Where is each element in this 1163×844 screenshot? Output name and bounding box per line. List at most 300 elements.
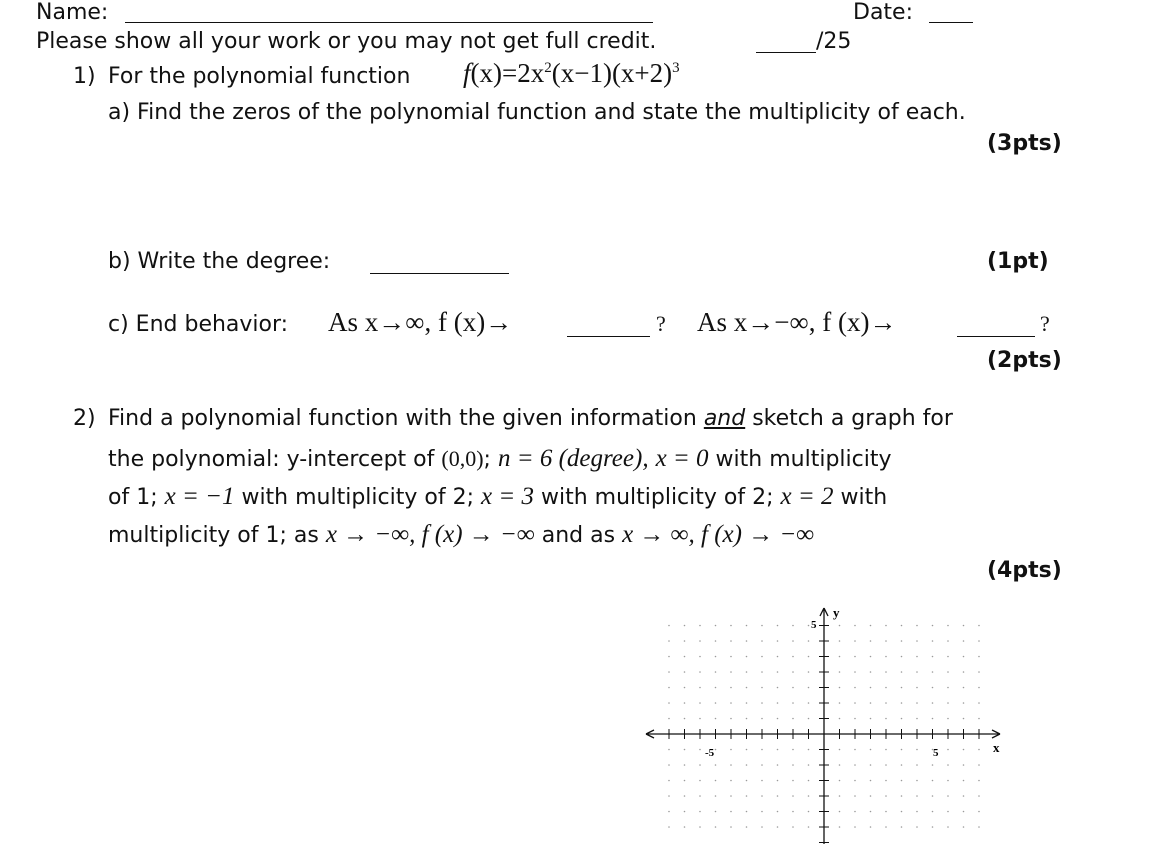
grid-dot <box>963 687 965 689</box>
grid-dot <box>963 656 965 658</box>
q1c-points: (2pts) <box>987 348 1062 373</box>
grid-dot <box>684 687 686 689</box>
y-axis-label: y <box>833 605 840 620</box>
q2-line2-n: n = 6 (degree), <box>497 445 649 472</box>
grid-dot <box>808 687 810 689</box>
grid-dot <box>777 811 779 813</box>
grid-dot <box>715 795 717 797</box>
grid-dot <box>963 764 965 766</box>
grid-dot <box>761 795 763 797</box>
grid-dot <box>668 656 670 658</box>
grid-dot <box>792 656 794 658</box>
q2-line3-pre: of 1; <box>108 485 158 510</box>
grid-dot <box>699 826 701 828</box>
grid-dot <box>746 656 748 658</box>
q2-line2-x0: x = 0 <box>655 445 709 472</box>
grid-dot <box>870 826 872 828</box>
degree-field[interactable] <box>370 271 509 274</box>
q2-line2-sep: ; <box>483 447 491 472</box>
grid-dot <box>885 780 887 782</box>
grid-dot <box>901 671 903 673</box>
grid-dot <box>839 640 841 642</box>
q1-function-f: f <box>463 58 471 88</box>
grid-dot <box>932 780 934 782</box>
grid-dot <box>947 764 949 766</box>
q1-prompt: For the polynomial function <box>108 64 411 89</box>
grid-dot <box>978 687 980 689</box>
grid-dot <box>761 656 763 658</box>
q1c-q1: ? <box>656 311 666 336</box>
q2-line2-point: (0,0) <box>441 446 484 471</box>
grid-dot <box>870 764 872 766</box>
x-axis-label: x <box>993 740 1000 755</box>
grid-dot <box>963 826 965 828</box>
grid-dot <box>777 687 779 689</box>
grid-dot <box>730 795 732 797</box>
grid-dot <box>839 811 841 813</box>
grid-dot <box>777 656 779 658</box>
grid-dot <box>684 780 686 782</box>
grid-dot <box>715 640 717 642</box>
grid-dot <box>808 640 810 642</box>
grid-dot <box>947 656 949 658</box>
grid-dot <box>730 780 732 782</box>
grid-dot <box>761 671 763 673</box>
grid-dot <box>870 811 872 813</box>
grid-dot <box>699 811 701 813</box>
grid-dot <box>916 718 918 720</box>
grid-dot <box>854 625 856 627</box>
grid-dot <box>792 764 794 766</box>
grid-dot <box>730 671 732 673</box>
grid-dot <box>916 780 918 782</box>
q2-line4-m2: x → ∞, f (x) → −∞ <box>622 521 815 548</box>
grid-dot <box>932 640 934 642</box>
grid-dot <box>932 811 934 813</box>
grid-dot <box>916 795 918 797</box>
grid-dot <box>963 625 965 627</box>
grid-dot <box>668 749 670 751</box>
grid-dot <box>792 795 794 797</box>
grid-dot <box>792 718 794 720</box>
grid-dot <box>947 687 949 689</box>
grid-dot <box>761 702 763 704</box>
grid-dot <box>699 749 701 751</box>
x-pos-tick-label: 5 <box>933 747 939 759</box>
grid-dot <box>885 811 887 813</box>
grid-dot <box>746 764 748 766</box>
grid-dot <box>870 702 872 704</box>
q2-line4-m1: x → −∞, f (x) → −∞ <box>325 521 535 548</box>
grid-dot <box>746 687 748 689</box>
grid-dot <box>854 826 856 828</box>
grid-dot <box>901 687 903 689</box>
grid-dot <box>839 656 841 658</box>
grid-dot <box>854 795 856 797</box>
grid-dot <box>792 671 794 673</box>
grid-dot <box>870 625 872 627</box>
grid-dot <box>730 687 732 689</box>
score-field[interactable] <box>756 50 816 53</box>
grid-dot <box>761 826 763 828</box>
q2-line2-post: with multiplicity <box>715 447 892 472</box>
grid-dot <box>761 764 763 766</box>
grid-dot <box>947 625 949 627</box>
grid-dot <box>668 687 670 689</box>
grid-dot <box>761 718 763 720</box>
grid-dot <box>885 625 887 627</box>
grid-dot <box>947 826 949 828</box>
grid-dot <box>746 718 748 720</box>
q1c-q2: ? <box>1040 311 1050 336</box>
grid-dot <box>761 749 763 751</box>
grid-dot <box>761 811 763 813</box>
grid-dot <box>808 702 810 704</box>
grid-dot <box>777 702 779 704</box>
grid-dot <box>854 687 856 689</box>
grid-dot <box>808 625 810 627</box>
q2-line3-x2: x = 2 <box>780 483 834 510</box>
grid-dot <box>916 826 918 828</box>
grid-dot <box>668 795 670 797</box>
grid-dot <box>730 640 732 642</box>
grid-dot <box>777 749 779 751</box>
q2-number: 2) <box>73 406 96 431</box>
grid-dot <box>761 780 763 782</box>
q2-line1-pre: Find a polynomial function with the given information <box>108 406 697 431</box>
grid-dot <box>978 640 980 642</box>
q2-line3-post: with <box>840 485 888 510</box>
grid-dot <box>699 780 701 782</box>
coordinate-grid[interactable] <box>640 598 1010 844</box>
q1b-text: b) Write the degree: <box>108 249 331 274</box>
x-neg-tick-label: -5 <box>705 747 715 759</box>
grid-dot <box>870 795 872 797</box>
grid-dot <box>854 702 856 704</box>
q2-line3 <box>108 484 887 509</box>
grid-dot <box>668 625 670 627</box>
grid-dot <box>932 702 934 704</box>
grid-dot <box>792 625 794 627</box>
grid-dot <box>699 764 701 766</box>
grid-dot <box>916 749 918 751</box>
q1c-label: c) End behavior: <box>108 312 289 337</box>
grid-dot <box>699 687 701 689</box>
grid-dot <box>963 811 965 813</box>
grid-dot <box>746 795 748 797</box>
q2-line1 <box>108 408 953 430</box>
q2-line1-and: and <box>703 406 746 431</box>
grid-dot <box>885 687 887 689</box>
grid-dot <box>808 749 810 751</box>
q2-points: (4pts) <box>987 558 1062 583</box>
grid-dot <box>839 764 841 766</box>
grid-dot <box>792 811 794 813</box>
grid-dot <box>885 671 887 673</box>
grid-dot <box>808 671 810 673</box>
grid-dot <box>715 671 717 673</box>
q1a-points: (3pts) <box>987 131 1062 156</box>
grid-dot <box>947 811 949 813</box>
grid-dot <box>684 795 686 797</box>
q2-line4 <box>108 522 814 547</box>
grid-dot <box>668 640 670 642</box>
grid-dot <box>777 795 779 797</box>
grid-dot <box>901 826 903 828</box>
grid-dot <box>746 811 748 813</box>
grid-dot <box>746 702 748 704</box>
grid-dot <box>746 671 748 673</box>
grid-dot <box>978 656 980 658</box>
grid-dot <box>715 826 717 828</box>
grid-dot <box>901 749 903 751</box>
name-field[interactable] <box>125 20 653 23</box>
grid-dot <box>808 826 810 828</box>
grid-dot <box>854 749 856 751</box>
grid-dot <box>978 764 980 766</box>
grid-dot <box>715 749 717 751</box>
grid-dot <box>854 811 856 813</box>
grid-dot <box>885 795 887 797</box>
grid-dot <box>885 826 887 828</box>
grid-dot <box>978 749 980 751</box>
grid-dot <box>870 656 872 658</box>
grid-dot <box>715 702 717 704</box>
grid-dot <box>885 764 887 766</box>
grid-dot <box>947 749 949 751</box>
grid-dot <box>792 640 794 642</box>
grid-dot <box>947 702 949 704</box>
grid-dot <box>684 826 686 828</box>
grid-dot <box>730 718 732 720</box>
q1a-text: a) Find the zeros of the polynomial function and state the multiplicity of each. <box>108 100 966 125</box>
q2-line3-x3: x = 3 <box>481 483 534 510</box>
grid-dot <box>854 764 856 766</box>
grid-dot <box>808 780 810 782</box>
grid-dot <box>668 780 670 782</box>
end-behavior-left-field[interactable] <box>957 334 1035 337</box>
grid-dot <box>932 718 934 720</box>
grid-dot <box>684 656 686 658</box>
grid-dot <box>839 795 841 797</box>
grid-dot <box>978 625 980 627</box>
grid-dot <box>715 656 717 658</box>
grid-dot <box>839 749 841 751</box>
grid-dot <box>885 656 887 658</box>
grid-dot <box>916 671 918 673</box>
grid-dot <box>947 795 949 797</box>
grid-dot <box>839 671 841 673</box>
grid-dot <box>699 640 701 642</box>
grid-dot <box>854 656 856 658</box>
grid-dot <box>916 625 918 627</box>
grid-dot <box>901 811 903 813</box>
grid-dot <box>839 826 841 828</box>
grid-dot <box>730 625 732 627</box>
grid-dot <box>916 702 918 704</box>
q2-line2 <box>108 446 891 471</box>
q1c-part1: As x→∞, f (x)→ <box>328 307 513 337</box>
grid-dot <box>792 749 794 751</box>
grid-dot <box>808 718 810 720</box>
grid-dot <box>699 702 701 704</box>
grid-dot <box>978 826 980 828</box>
q2-line3-mid2: with multiplicity of 2; <box>540 485 774 510</box>
grid-dot <box>839 625 841 627</box>
grid-dot <box>978 671 980 673</box>
grid-dot <box>746 625 748 627</box>
grid-dot <box>870 687 872 689</box>
grid-dot <box>792 826 794 828</box>
grid-dot <box>901 640 903 642</box>
grid-dot <box>761 687 763 689</box>
grid-dot <box>901 718 903 720</box>
grid-dot <box>963 780 965 782</box>
grid-dot <box>839 718 841 720</box>
q2-line3-xm1: x = −1 <box>164 483 235 510</box>
grid-dot <box>730 702 732 704</box>
grid-dot <box>761 625 763 627</box>
grid-dot <box>730 764 732 766</box>
grid-dot <box>777 780 779 782</box>
grid-dot <box>730 826 732 828</box>
grid-dot <box>792 780 794 782</box>
grid-dot <box>808 764 810 766</box>
grid-dot <box>854 640 856 642</box>
grid-dot <box>854 671 856 673</box>
instructions: Please show all your work or you may not get full credit. <box>36 29 657 54</box>
grid-dot <box>684 640 686 642</box>
q1b-points: (1pt) <box>987 249 1049 274</box>
grid-dot <box>684 718 686 720</box>
grid-dot <box>715 780 717 782</box>
q2-line4-pre: multiplicity of 1; as <box>108 523 319 548</box>
grid-dot <box>885 702 887 704</box>
grid-dot <box>932 826 934 828</box>
grid-dot <box>978 780 980 782</box>
y-tick-label: 5 <box>811 619 817 631</box>
grid-dot <box>699 718 701 720</box>
q2-line1-post: sketch a graph for <box>752 406 953 431</box>
grid-dot <box>885 718 887 720</box>
q1-function <box>463 60 680 87</box>
grid-dot <box>947 640 949 642</box>
grid-dot <box>932 656 934 658</box>
grid-dot <box>978 718 980 720</box>
grid-dot <box>777 640 779 642</box>
q1-function-part1: (x)=2x <box>470 58 545 88</box>
grid-dot <box>684 811 686 813</box>
grid-dot <box>668 718 670 720</box>
grid-dot <box>715 811 717 813</box>
grid-dot <box>932 687 934 689</box>
grid-dot <box>870 640 872 642</box>
grid-dot <box>668 671 670 673</box>
grid-dot <box>932 795 934 797</box>
grid-dot <box>870 780 872 782</box>
grid-dot <box>668 826 670 828</box>
grid-dot <box>916 811 918 813</box>
grid-dot <box>916 687 918 689</box>
q1-function-part2: (x−1)(x+2) <box>551 58 673 88</box>
grid-dot <box>792 702 794 704</box>
grid-dot <box>730 656 732 658</box>
q1-exp1: 2 <box>544 60 552 76</box>
grid-dot <box>932 764 934 766</box>
grid-dot <box>684 702 686 704</box>
grid-dot <box>699 795 701 797</box>
grid-dot <box>854 780 856 782</box>
grid-dot <box>901 780 903 782</box>
grid-dot <box>777 718 779 720</box>
grid-dot <box>963 718 965 720</box>
grid-dot <box>870 749 872 751</box>
grid-dot <box>715 718 717 720</box>
grid-dot <box>699 671 701 673</box>
grid-dot <box>777 764 779 766</box>
grid-dot <box>808 811 810 813</box>
grid-dot <box>730 749 732 751</box>
grid-dot <box>699 625 701 627</box>
q2-line4-and: and as <box>541 523 616 548</box>
grid-dot <box>684 671 686 673</box>
grid-dot <box>715 625 717 627</box>
q1-exp2: 3 <box>672 60 680 76</box>
grid-dot <box>715 764 717 766</box>
grid-dot <box>668 764 670 766</box>
grid-dot <box>715 687 717 689</box>
q2-line2-pre: the polynomial: y-intercept of <box>108 447 435 472</box>
grid-dot <box>885 749 887 751</box>
grid-dot <box>730 811 732 813</box>
grid-dot <box>854 718 856 720</box>
date-field[interactable] <box>929 20 973 23</box>
end-behavior-right-field[interactable] <box>567 334 650 337</box>
grid-dot <box>684 749 686 751</box>
grid-dot <box>792 687 794 689</box>
grid-dot <box>901 795 903 797</box>
grid-dot <box>808 656 810 658</box>
grid-dot <box>808 795 810 797</box>
grid-dot <box>901 764 903 766</box>
grid-dot <box>885 640 887 642</box>
date-label: Date: <box>853 0 913 25</box>
grid-dot <box>684 625 686 627</box>
grid-dot <box>963 749 965 751</box>
grid-dot <box>901 625 903 627</box>
grid-dot <box>947 718 949 720</box>
grid-dot <box>699 656 701 658</box>
grid-dot <box>668 811 670 813</box>
grid-dot <box>839 687 841 689</box>
grid-dot <box>761 640 763 642</box>
grid-dot <box>901 702 903 704</box>
grid-dot <box>916 640 918 642</box>
grid-dot <box>870 671 872 673</box>
grid-dot <box>839 702 841 704</box>
grid-dot <box>746 826 748 828</box>
q1-number: 1) <box>73 64 96 89</box>
grid-dot <box>916 656 918 658</box>
grid-dot <box>668 702 670 704</box>
grid-dot <box>932 625 934 627</box>
grid-dot <box>978 702 980 704</box>
grid-dot <box>963 795 965 797</box>
grid-dot <box>870 718 872 720</box>
grid-dot <box>901 656 903 658</box>
grid-dot <box>947 780 949 782</box>
grid-dot <box>932 671 934 673</box>
